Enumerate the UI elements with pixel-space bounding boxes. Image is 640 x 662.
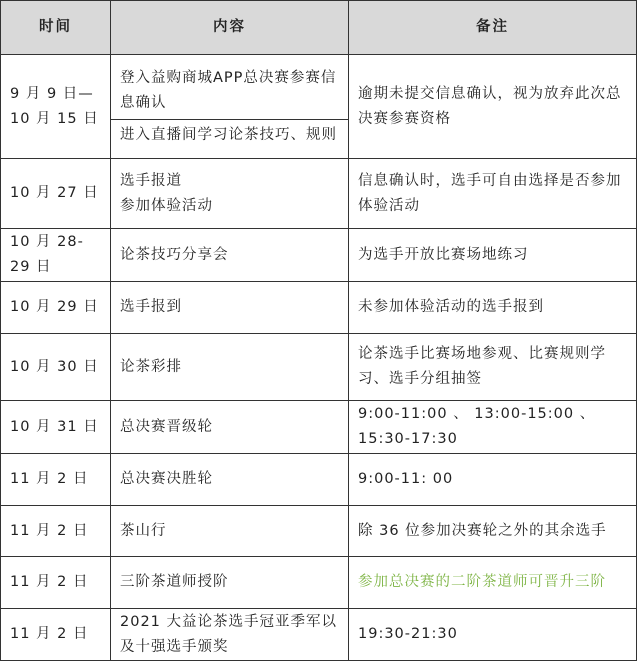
table-row	[1, 282, 637, 334]
content-cell	[111, 159, 349, 229]
table-row	[1, 557, 637, 609]
time-cell: 10 月 30 日	[1, 334, 111, 401]
header-row	[1, 1, 637, 55]
time-cell: 11 月 2 日	[1, 609, 111, 661]
table-row	[1, 401, 637, 454]
header-remark: 备注	[349, 1, 637, 55]
remark-cell: 9:00-11: 00	[349, 454, 637, 506]
remark-cell: 信息确认时，选手可自由选择是否参加体验活动	[349, 159, 637, 229]
table-row	[1, 55, 637, 159]
remark-cell: 除 36 位参加决赛轮之外的其余选手	[349, 506, 637, 557]
table-row	[1, 159, 637, 229]
remark-cell: 19:30-21:30	[349, 609, 637, 661]
time-cell: 11 月 2 日	[1, 506, 111, 557]
content-cell: 选手报到	[111, 282, 349, 334]
time-cell: 10 月 28-29 日	[1, 229, 111, 282]
remark-cell: 为选手开放比赛场地练习	[349, 229, 637, 282]
content-cell	[111, 55, 349, 159]
content-cell: 茶山行	[111, 506, 349, 557]
content-line: 进入直播间学习论茶技巧、规则	[111, 119, 348, 151]
table-row	[1, 454, 637, 506]
time-cell: 11 月 2 日	[1, 557, 111, 609]
time-cell: 10 月 27 日	[1, 159, 111, 229]
table-row	[1, 334, 637, 401]
content-line: 选手报道	[120, 172, 182, 189]
time-cell: 11 月 2 日	[1, 454, 111, 506]
content-cell: 论茶技巧分享会	[111, 229, 349, 282]
remark-cell: 论茶选手比赛场地参观、比赛规则学习、选手分组抽签	[349, 334, 637, 401]
content-cell: 2021 大益论茶选手冠亚季军以及十强选手颁奖	[111, 609, 349, 661]
header-content: 内容	[111, 1, 349, 55]
table-row	[1, 506, 637, 557]
content-cell: 总决赛决胜轮	[111, 454, 349, 506]
time-cell: 10 月 31 日	[1, 401, 111, 454]
remark-cell: 参加总决赛的二阶茶道师可晋升三阶	[349, 557, 637, 609]
table-row	[1, 609, 637, 661]
time-cell: 10 月 29 日	[1, 282, 111, 334]
remark-cell: 逾期未提交信息确认，视为放弃此次总决赛参赛资格	[349, 55, 637, 159]
content-line: 登入益购商城APP总决赛参赛信息确认	[120, 69, 337, 111]
content-cell: 总决赛晋级轮	[111, 401, 349, 454]
time-cell: 9 月 9 日—10 月 15 日	[1, 55, 111, 159]
table-row	[1, 229, 637, 282]
header-time: 时间	[1, 1, 111, 55]
content-cell: 论茶彩排	[111, 334, 349, 401]
content-cell: 三阶茶道师授阶	[111, 557, 349, 609]
remark-cell: 9:00-11:00 、 13:00-15:00 、15:30-17:30	[349, 401, 637, 454]
remark-cell: 未参加体验活动的选手报到	[349, 282, 637, 334]
content-line: 参加体验活动	[120, 197, 213, 214]
